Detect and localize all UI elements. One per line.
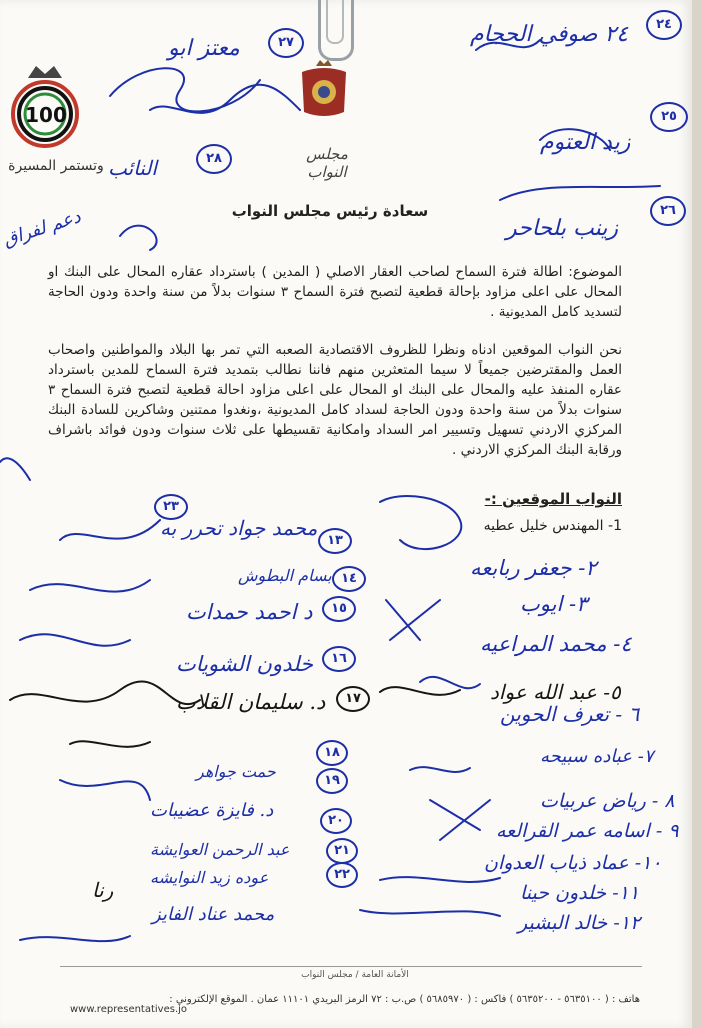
handwritten-number-19: ١٩	[316, 768, 348, 794]
handwritten-signer-23: محمد عناد الفايز	[152, 904, 275, 925]
handwritten-signer-4: ٤- محمد المراعيه	[480, 632, 632, 656]
emblem-caption: مجلس النواب	[306, 145, 348, 181]
handwritten-signer-12: ١٢- خالد البشير	[518, 912, 641, 934]
handwritten-signer-28: النائب	[108, 156, 157, 180]
handwritten-number-26: ٢٦	[650, 196, 686, 226]
handwritten-number-18: ١٨	[316, 740, 348, 766]
logo-slogan: وتستمر المسيرة	[8, 158, 104, 174]
footer-contact: هاتف : ( ٥٦٣٥١٠٠ - ٥٦٣٥٢٠٠ ) فاكس : ( ٥٦٨٥٩٧٠ ) ص.ب : ٧٢ الرمز البريدي ١١١٠١ عمان . الموقع الإلكتروني :	[169, 994, 640, 1005]
recipient-line: سعادة رئيس مجلس النواب	[231, 202, 429, 220]
footer-divider	[60, 966, 642, 967]
handwritten-signer-15: د احمد حمدات	[186, 600, 313, 624]
handwritten-signer-13: محمد جواد تحرر به	[160, 516, 318, 540]
handwritten-signer-11: ١١- خلدون حينا	[520, 882, 640, 904]
handwritten-signer-22: عوده زيد النوايشه	[150, 868, 269, 887]
handwritten-number-27: ٢٧	[268, 28, 304, 58]
handwritten-signer-8: ٨ - رياض عربيات	[540, 790, 675, 812]
handwritten-number-14: ١٤	[332, 566, 366, 592]
logo-number: 100	[25, 103, 67, 127]
handwritten-number-20: ٢٠	[320, 808, 352, 834]
handwritten-number-22: ٢٢	[326, 862, 358, 888]
handwritten-signer-19: حمت جواهر	[196, 762, 276, 781]
handwritten-number-16: ١٦	[322, 646, 356, 672]
handwritten-number-15: ١٥	[322, 596, 356, 622]
handwritten-signer-5: ٥- عبد الله عواد	[490, 680, 621, 704]
handwritten-number-23: ٢٣	[154, 494, 188, 520]
handwritten-number-13: ١٣	[318, 528, 352, 554]
handwritten-signer-6: ٦ - تعرف الحوين	[500, 702, 640, 726]
handwritten-signer-2: ٢- جعفر ربابعه	[470, 556, 597, 580]
handwritten-number-25: ٢٥	[650, 102, 688, 132]
handwritten-signer-25: زيد العتوم	[540, 130, 631, 155]
signers-heading: النواب الموقعين :-	[484, 490, 622, 508]
handwritten-margin-note: دعم لفراق	[0, 206, 84, 251]
handwritten-signer-10: ١٠- عماد ذياب العدوان	[484, 852, 662, 874]
handwritten-number-17: ١٧	[336, 686, 370, 712]
handwritten-signer-16: خلدون الشويات	[176, 652, 314, 676]
handwritten-signer-3: ٣- ايوب	[520, 592, 588, 616]
handwritten-signer-7: ٧- عباده سبيحه	[540, 746, 654, 767]
handwritten-signer-24: ٢٤ صوفي الحجام	[470, 22, 629, 47]
body-paragraph: نحن النواب الموقعين ادناه ونظرا للظروف الاقتصادية الصعبه التي تمر بها البلاد والمواطنين واصحاب العمل والمقترضين جميعاً لا سيما المتعثرين منهم فاننا نطالب بتمديد فترة السماح للمدين باسترداد عقاره المنفذ عليه والمحال على البنك او المحال على اعلى مزاود احالة قطعية لتصبح فترة السماح ٣ سنوات بدلاً من سنة واحدة ودون الحاجة لسداد كامل المديونية ،ونغدوا ممتنين وشاكرين للسادة البنك المركزي الاردني تسهيل وتسيير امر السداد وامكانية تقسيطها على ثلاث سنوات ودون فوائد باشراف ورقابة البنك المركزي الاردني .	[48, 342, 622, 458]
handwritten-signer-14: بسام البطوش	[238, 566, 332, 585]
handwritten-signer-17: د. سليمان القلاب	[176, 690, 326, 714]
handwritten-signer-20: د. فايزة عضيبات	[150, 800, 274, 821]
handwritten-signer-27: معتز ابو	[168, 36, 240, 61]
handwritten-signer-9: ٩ - اسامه عمر القرالعه	[496, 820, 679, 842]
footer-website-link[interactable]: www.representatives.jo	[70, 1004, 188, 1015]
handwritten-number-28: ٢٨	[196, 144, 232, 174]
subject-paragraph: الموضوع: اطالة فترة السماح لصاحب العقار الاصلي ( المدين ) باسترداد عقاره المحال على البنك او المحال على اعلى مزاود بإحالة قطعية لتصبح فترة السماح ٣ سنوات بدلاً من سنة واحدة ودون الحاجة لتسديد كامل المديونية .	[48, 264, 623, 320]
handwritten-signer-26: زينب بلحاحر	[506, 216, 619, 241]
signer-1-name: 1- المهندس خليل عطيه	[483, 518, 622, 534]
handwritten-number-21: ٢١	[326, 838, 358, 864]
handwritten-signer-24b: رنا	[92, 878, 114, 902]
handwritten-number-24: ٢٤	[646, 10, 682, 40]
footer-stamp: الأمانة العامة / مجلس النواب	[301, 970, 409, 980]
handwritten-signer-21: عبد الرحمن العوايشة	[150, 840, 290, 859]
